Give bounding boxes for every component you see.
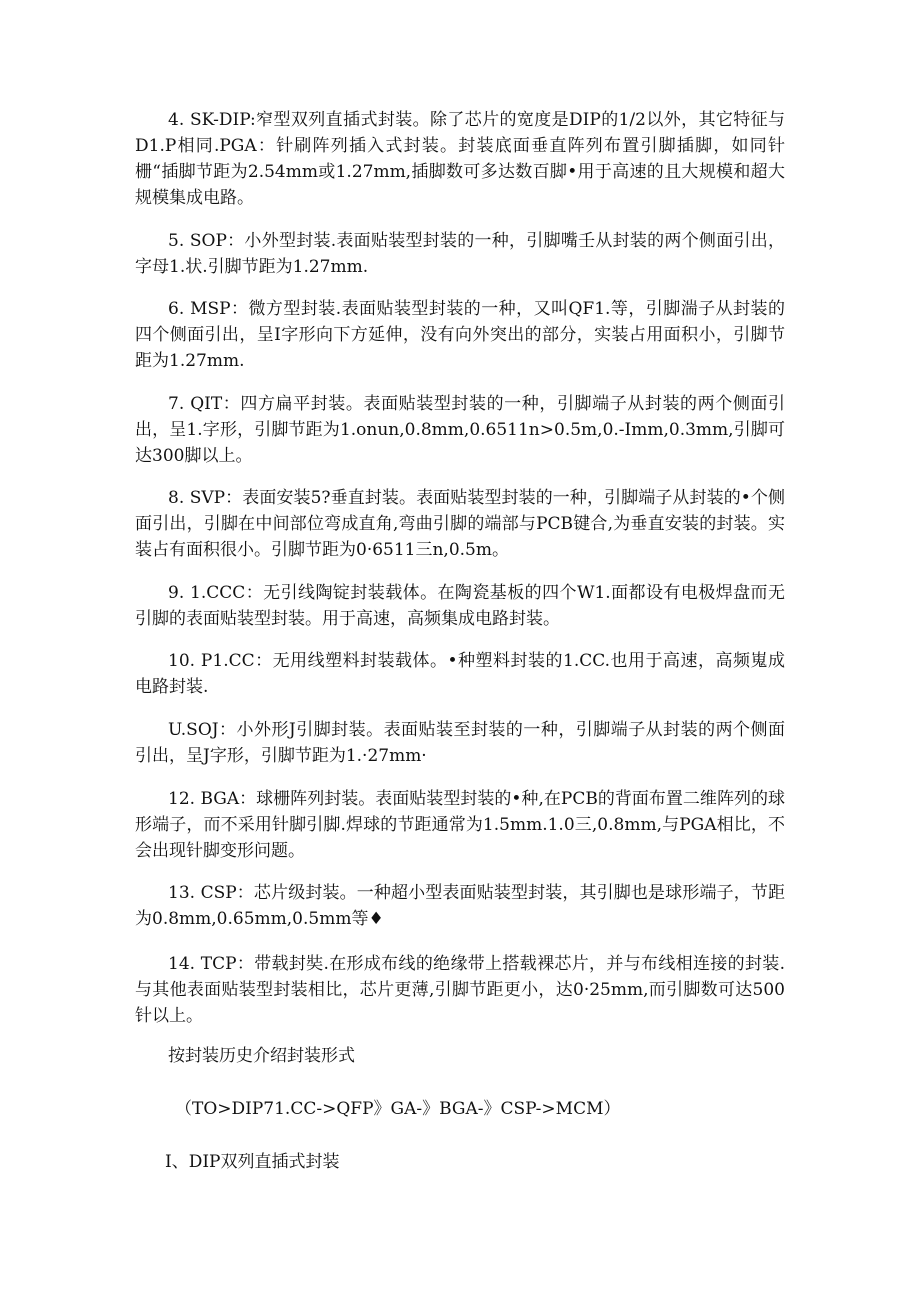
paragraph-sop: 5. SOP：小外型封装.表面贴装型封装的一种，引脚嘴壬从封装的两个侧面引出，字母1.状.引脚节距为1.27mm. xyxy=(135,231,785,277)
paragraph-msp: 6. MSP：微方型封装.表面贴装型封装的一种，又叫QF1.等，引脚湍子从封装的四个侧面引出，呈I字形向下方延伸，没有向外突出的部分，实装占用面积小，引脚节距为1.27mm. xyxy=(135,299,785,371)
paragraph-plcc: 10. P1.CC：无用线塑料封装载体。•种塑料封装的1.CC.也用于高速，高频嵬成电路封装. xyxy=(135,651,785,697)
paragraph-svp: 8. SVP：表面安装5?垂直封装。表面贴装型封装的一种，引脚端子从封装的•个侧面引出，引脚在中间部位弯成直角,弯曲引脚的端部与PCB键合,为垂直安装的封装。实装占有面积很小。引脚节距为0·6511三n,0.5m。 xyxy=(135,488,785,560)
paragraph-tcp: 14. TCP：带载封奘.在形成布线的绝缘带上搭载裸芯片，并与布线相连接的封装.与其他表面贴装型封装相比，芯片更薄,引脚节距更小，达0·25mm,而引脚数可达500针以上。 xyxy=(135,954,785,1026)
paragraph-sk-dip: 4. SK-DIP:窄型双列直插式封装。除了芯片的宽度是DIP的1/2以外，其它特征与D1.P相同.PGA：针刷阵列插入式封装。封装底面垂直阵列布置引脚插脚，如同针栅“插脚节距为2.54mm或1.27mm,插脚数可多达数百脚•用于高速的且大规模和超大规模集成电路。 xyxy=(135,110,785,208)
section-heading: I、DIP双列直插式封装 xyxy=(165,1152,340,1172)
paragraph-bga: 12. BGA：球栅阵列封装。表面贴装型封装的•种,在PCB的背面布置二维阵列的球形端子，而不采用针脚引脚.焊球的节距通常为1.5mm.1.0三,0.8mm,与PGA相比，不会出现针脚变形问题。 xyxy=(135,789,785,861)
history-heading: 按封装历史介绍封装形式 xyxy=(168,1046,355,1066)
paragraph-lccc: 9. 1.CCC：无引线陶锭封装载体。在陶瓷基板的四个W1.面都设有电极焊盘而无引脚的表面贴装型封装。用于高速，高频集成电路封装。 xyxy=(135,583,785,629)
paragraph-csp: 13. CSP：芯片级封装。一种超小型表面贴装型封装，其引脚也是球形端子，节距为0.8mm,0.65mm,0.5mm等♦ xyxy=(135,883,785,929)
history-sequence: （TO>DIP71.CC->QFP》GA-》BGA-》CSP->MCM） xyxy=(175,1099,621,1119)
paragraph-soj: U.SOJ：小外形J引脚封装。表面贴装至封装的一种，引脚端子从封装的两个侧面引出，呈J字形，引脚节距为1.·27mm· xyxy=(135,720,785,766)
paragraph-qit: 7. QIT：四方扁平封装。表面贴装型封装的一种，引脚端子从封装的两个侧面引出，呈1.字形，引脚节距为1.onun,0.8mm,0.6511n>0.5m,0.-Imm,0.3mm,引脚可达300脚以上。 xyxy=(135,394,785,466)
